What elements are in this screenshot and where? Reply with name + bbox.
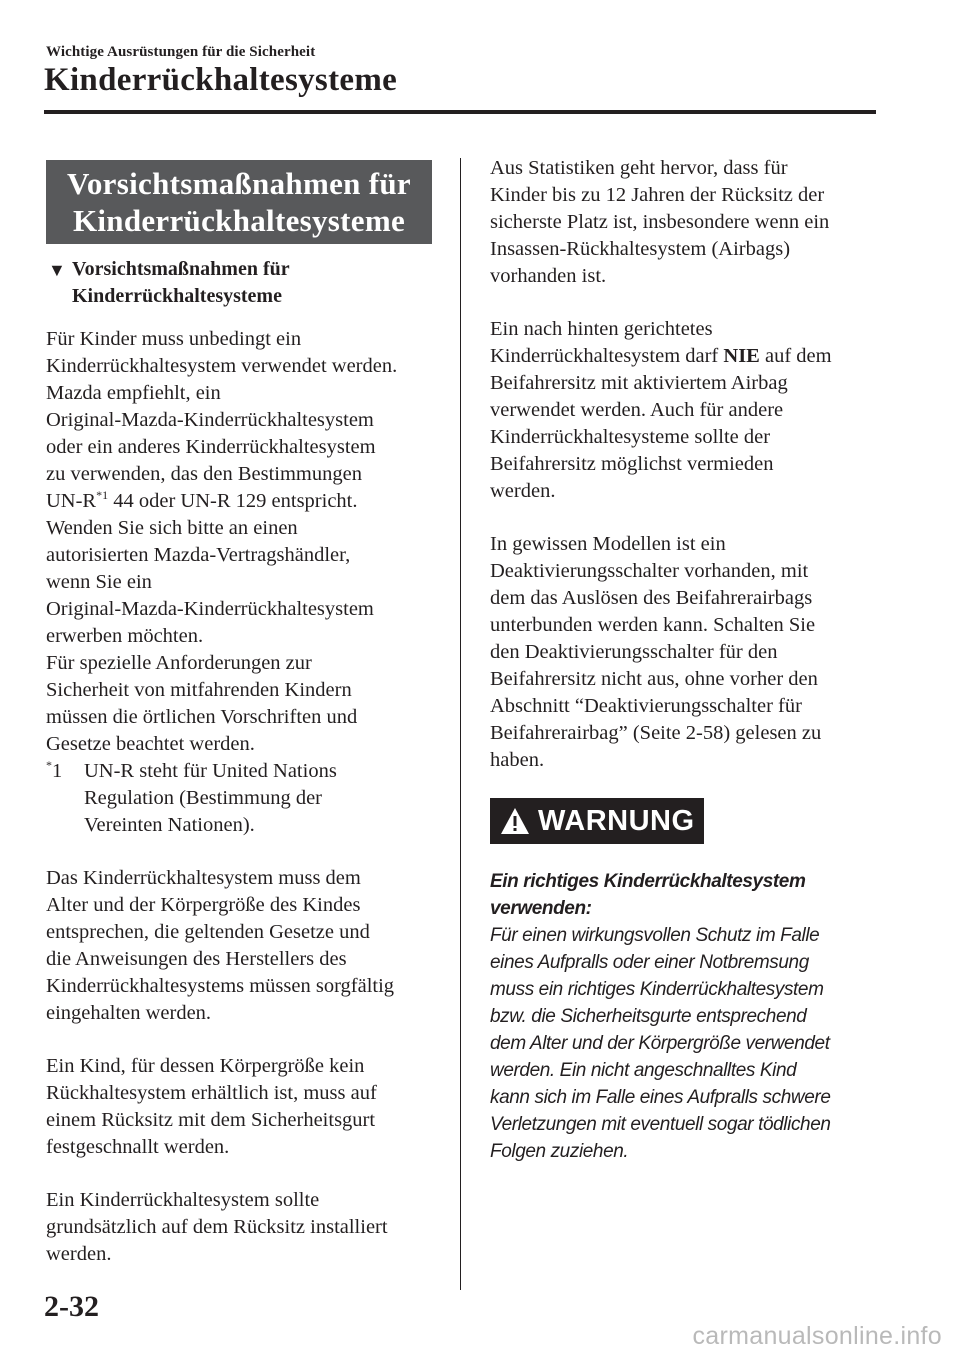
paragraph-intro: [46, 326, 436, 758]
text-line: erwerben möchten.: [46, 625, 204, 647]
triangle-down-icon: ▼: [48, 260, 66, 280]
text-line: Ein nach hinten gerichtetes: [490, 318, 713, 340]
paragraph-seatbelt: [46, 1053, 436, 1161]
warning-body-line: Folgen zuziehen.: [490, 1141, 629, 1162]
text-line: einem Rücksitz mit dem Sicherheitsgurt: [46, 1109, 376, 1131]
warning-body-line: dem Alter und der Körpergröße verwendet: [490, 1033, 830, 1054]
page-title: Kinderrückhaltesysteme: [44, 62, 398, 98]
text-line: wenn Sie ein: [46, 571, 152, 593]
text-line: den Deaktivierungsschalter für den: [490, 641, 778, 663]
text-line: zu verwenden, das den Bestimmungen: [46, 463, 362, 485]
text-line: festgeschnallt werden.: [46, 1136, 230, 1158]
warning-body-line: kann sich im Falle eines Aufpralls schwere: [490, 1087, 831, 1108]
text-line: grundsätzlich auf dem Rücksitz installiert: [46, 1216, 388, 1238]
right-column: [490, 155, 880, 1165]
emphasis-nie: NIE: [723, 345, 760, 367]
header-rule: [44, 110, 876, 114]
warning-body: [490, 922, 880, 1165]
subheading: [46, 256, 436, 310]
paragraph-age-size: [46, 865, 436, 1027]
footnote-line: UN-R steht für United Nations: [84, 760, 337, 782]
text-line: Wenden Sie sich bitte an einen: [46, 517, 298, 539]
text-line: Ein Kinderrückhaltesystem sollte: [46, 1189, 320, 1211]
text-line: Kinderrückhaltesystems müssen sorgfältig: [46, 975, 395, 997]
text-line: Beifahrersitz nicht aus, ohne vorher den: [490, 668, 818, 690]
section-label: Wichtige Ausrüstungen für die Sicherheit: [46, 44, 316, 60]
text-line: unterbunden werden kann. Schalten Sie: [490, 614, 816, 636]
text-line: Mazda empfiehlt, ein: [46, 382, 221, 404]
paragraph-rear-seat: [46, 1187, 436, 1268]
text-line-un-r: $UN-R^{*1}$ 44 oder UN-R 129 entspricht.: [46, 488, 358, 512]
warning-label: WARNUNG: [538, 804, 695, 837]
text-line: verwendet werden. Auch für andere: [490, 399, 784, 421]
text-line: eingehalten werden.: [46, 1002, 212, 1024]
warning-body-line: eines Aufpralls oder einer Notbremsung: [490, 952, 809, 973]
text-line: Aus Statistiken geht hervor, dass für: [490, 157, 788, 179]
text-line: Beifahrersitz möglichst vermieden: [490, 453, 774, 475]
section-banner: [46, 160, 432, 244]
footnote-mark: *1: [46, 758, 63, 782]
text-line: werden.: [46, 1243, 112, 1265]
footnote: [46, 758, 436, 839]
text-line: haben.: [490, 749, 545, 771]
text-line: Kinder bis zu 12 Jahren der Rücksitz der: [490, 184, 825, 206]
paragraph-statistics: [490, 155, 880, 290]
text-line: Sicherheit von mitfahrenden Kindern: [46, 679, 352, 701]
page-number: 2-32: [44, 1290, 99, 1323]
text-line: Kinderrückhaltesystem verwendet werden.: [46, 355, 398, 377]
text-line: Original-Mazda-Kinderrückhaltesystem: [46, 598, 374, 620]
warning-body-line: Verletzungen mit eventuell sogar tödlichen: [490, 1114, 831, 1135]
text-line: Ein Kind, für dessen Körpergröße kein: [46, 1055, 365, 1077]
text-line: oder ein anderes Kinderrückhaltesystem: [46, 436, 376, 458]
text-line: Das Kinderrückhaltesystem muss dem: [46, 867, 361, 889]
warning-heading: [490, 868, 880, 922]
text-line-nie: Kinderrückhaltesystem darf NIE auf dem: [490, 345, 832, 367]
text-line: vorhanden ist.: [490, 265, 607, 287]
text-line: sicherste Platz ist, insbesondere wenn ein: [490, 211, 830, 233]
warning-body-line: bzw. die Sicherheitsgurte entsprechend: [490, 1006, 807, 1027]
text-line: Rückhaltesystem erhältlich ist, muss auf: [46, 1082, 377, 1104]
text-line: Beifahrersitz mit aktiviertem Airbag: [490, 372, 788, 394]
text-line: die Anweisungen des Herstellers des: [46, 948, 347, 970]
text-line: müssen die örtlichen Vorschriften und: [46, 706, 358, 728]
text-line: Für spezielle Anforderungen zur: [46, 652, 312, 674]
text-line: Für Kinder muss unbedingt ein: [46, 328, 302, 350]
warning-heading-line: verwenden:: [490, 898, 592, 919]
paragraph-rear-facing: [490, 316, 880, 505]
banner-line-2: Kinderrückhaltesysteme: [72, 203, 406, 238]
text-line: werden.: [490, 480, 556, 502]
text-line: Alter und der Körpergröße des Kindes: [46, 894, 361, 916]
warning-badge: [490, 798, 704, 844]
column-divider: [460, 158, 461, 1290]
banner-line-1: Vorsichtsmaßnahmen für: [67, 166, 411, 201]
subheading-line-1: Vorsichtsmaßnahmen für: [72, 258, 290, 280]
warning-heading-line: Ein richtiges Kinderrückhaltesystem: [490, 871, 806, 892]
text-line: Beifahrerairbag” (Seite 2-58) gelesen zu: [490, 722, 822, 744]
text-line: Kinderrückhaltesysteme sollte der: [490, 426, 771, 448]
text-line: Deaktivierungsschalter vorhanden, mit: [490, 560, 809, 582]
paragraph-deactivation-switch: [490, 531, 880, 774]
warning-triangle-icon: [500, 806, 530, 836]
text-line: In gewissen Modellen ist ein: [490, 533, 726, 555]
left-column: [46, 160, 436, 1268]
text-line: Original-Mazda-Kinderrückhaltesystem: [46, 409, 374, 431]
text-line: dem das Auslösen des Beifahrerairbags: [490, 587, 813, 609]
warning-body-line: muss ein richtiges Kinderrückhaltesystem: [490, 979, 824, 1000]
text-line: autorisierten Mazda-Vertragshändler,: [46, 544, 351, 566]
text-line: Insassen-Rückhaltesystem (Airbags): [490, 238, 791, 260]
subheading-line-2: Kinderrückhaltesysteme: [72, 285, 282, 307]
footnote-line: Vereinten Nationen).: [84, 814, 255, 836]
warning-body-line: werden. Ein nicht angeschnalltes Kind: [490, 1060, 797, 1081]
text-line: Abschnitt “Deaktivierungsschalter für: [490, 695, 802, 717]
footnote-ref: *1: [96, 488, 109, 502]
text-line: Gesetze beachtet werden.: [46, 733, 255, 755]
text-line: entsprechen, die geltenden Gesetze und: [46, 921, 370, 943]
watermark: carmanualsonline.info: [692, 1322, 942, 1350]
warning-body-line: Für einen wirkungsvollen Schutz im Falle: [490, 925, 820, 946]
footnote-line: Regulation (Bestimmung der: [84, 787, 322, 809]
